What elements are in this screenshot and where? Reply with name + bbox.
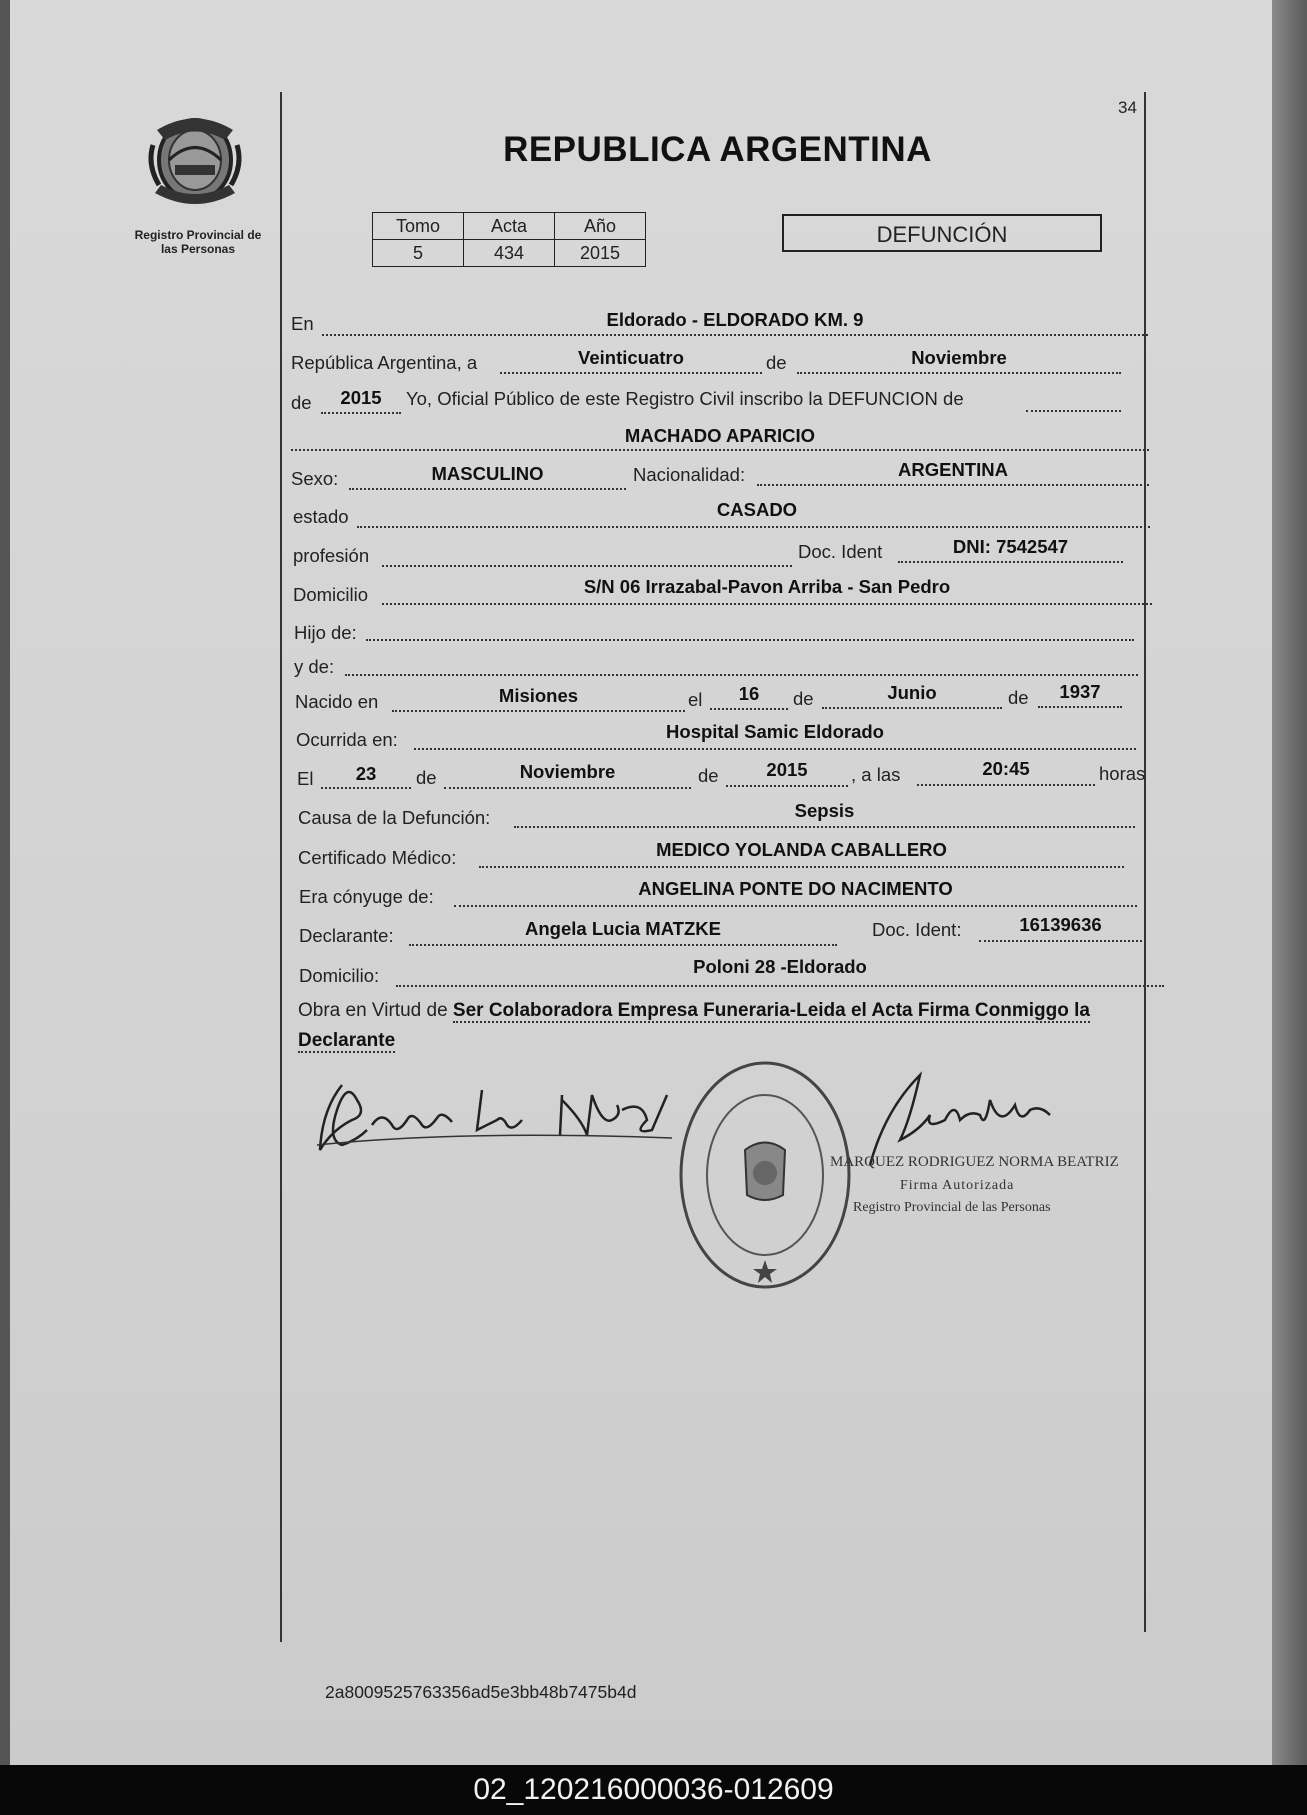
doc-ident-value: DNI: 7542547: [952, 536, 1069, 557]
causa-label: Causa de la Defunción:: [298, 807, 491, 828]
obra-en-virtud: [298, 996, 1168, 1056]
profesion-label: profesión: [293, 545, 370, 566]
conyuge-label: Era cónyuge de:: [299, 886, 434, 907]
hijo-de-fill: [366, 617, 1134, 641]
conyuge-value: ANGELINA PONTE DO NACIMENTO: [638, 878, 953, 899]
domicilio-value: S/N 06 Irrazabal-Pavon Arriba - San Pedro: [583, 576, 951, 597]
acta-value: 434: [464, 240, 555, 267]
nacido-el-label: el: [688, 689, 703, 710]
ocurrida-label: Ocurrida en:: [296, 729, 398, 750]
fecha-a-las-label: , a las: [851, 764, 901, 785]
document-hash: 2a8009525763356ad5e3bb48b7475b4d: [325, 1682, 637, 1702]
nacido-de2-label: de: [1008, 687, 1029, 708]
province-coat-of-arms-logo: [145, 105, 245, 215]
ano-header: Año: [555, 213, 646, 240]
fecha-de1-label: de: [416, 767, 437, 788]
en-label: En: [291, 313, 314, 334]
fecha-year-value: 2015: [766, 759, 808, 780]
doc-ident-label: Doc. Ident: [798, 541, 883, 562]
decl-domicilio-value: Poloni 28 -Eldorado: [693, 956, 867, 977]
official-stamp: [675, 1055, 855, 1295]
nacionalidad-label: Nacionalidad:: [633, 464, 746, 485]
causa-value: Sepsis: [794, 800, 855, 821]
nacido-de1-label: de: [793, 688, 814, 709]
page-title: REPUBLICA ARGENTINA: [503, 130, 932, 169]
deceased-name-value: MACHADO APARICIO: [624, 425, 816, 446]
obra-label: Obra en Virtud de: [298, 1000, 448, 1021]
fecha-el-label: El: [297, 768, 314, 789]
nacido-place-value: Misiones: [498, 685, 579, 706]
registry-table: [372, 212, 646, 267]
domicilio-label: Domicilio: [293, 584, 369, 605]
hijo-de-label: Hijo de:: [294, 622, 357, 643]
year-de-label: de: [291, 392, 312, 413]
nacido-year-value: 1937: [1059, 681, 1101, 702]
nacido-label: Nacido en: [295, 691, 379, 712]
tomo-header: Tomo: [373, 213, 464, 240]
certificado-value: MEDICO YOLANDA CABALLERO: [656, 839, 947, 860]
authority-role: Firma Autorizada: [900, 1178, 1015, 1193]
sexo-label: Sexo:: [291, 468, 339, 489]
republica-day-value: Veinticuatro: [578, 347, 684, 368]
page-edge: [1272, 0, 1307, 1765]
acta-header: Acta: [464, 213, 555, 240]
declarante-label: Declarante:: [299, 925, 394, 946]
inscribo-text: Yo, Oficial Público de este Registro Civil inscribo la DEFUNCION de: [406, 388, 964, 409]
decl-domicilio-label: Domicilio:: [299, 965, 380, 986]
profesion-fill: [382, 543, 792, 567]
fecha-day-value: 23: [355, 763, 377, 784]
year-value: 2015: [340, 387, 382, 408]
decl-doc-value: 16139636: [1019, 914, 1102, 935]
en-value: Eldorado - ELDORADO KM. 9: [606, 309, 864, 330]
y-de-fill: [345, 652, 1138, 676]
decl-doc-label: Doc. Ident:: [872, 919, 962, 940]
registry-table-value-row: [373, 240, 646, 267]
declarante-value: Angela Lucia MATZKE: [525, 918, 721, 939]
obra-value: Ser Colaboradora Empresa Funeraria-Leida el Acta Firma Conmiggo la Declarante: [298, 1000, 1090, 1051]
declarant-signature: [312, 1070, 682, 1170]
estado-value: CASADO: [716, 499, 798, 520]
inscribo-fill: [1026, 388, 1121, 412]
registry-caption: Registro Provincial de las Personas: [134, 228, 262, 256]
y-de-label: y de:: [294, 656, 335, 677]
fecha-time-value: 20:45: [982, 758, 1030, 779]
nacido-month-value: Junio: [887, 682, 937, 703]
page-number: 34: [1118, 98, 1137, 117]
ocurrida-value: Hospital Samic Eldorado: [666, 721, 884, 742]
republica-label: República Argentina, a: [291, 352, 478, 373]
republica-month-value: Noviembre: [911, 347, 1007, 368]
authority-registry: Registro Provincial de las Personas: [853, 1200, 1051, 1215]
fecha-de2-label: de: [698, 765, 719, 786]
nacionalidad-value: ARGENTINA: [898, 459, 1008, 480]
ano-value: 2015: [555, 240, 646, 267]
fecha-month-value: Noviembre: [519, 761, 616, 782]
tomo-value: 5: [373, 240, 464, 267]
nacido-day-value: 16: [738, 683, 760, 704]
sexo-value: MASCULINO: [431, 463, 544, 484]
estado-label: estado: [293, 506, 349, 527]
footer-code-bar: [0, 1765, 1307, 1815]
fecha-horas-label: horas: [1099, 763, 1146, 784]
left-margin-line: [280, 92, 282, 1642]
registry-table-header-row: [373, 213, 646, 240]
republica-de-label: de: [766, 352, 787, 373]
footer-code: 02_120216000036-012609: [473, 1773, 834, 1806]
certificado-label: Certificado Médico:: [298, 847, 457, 868]
document-type-box: DEFUNCIÓN: [782, 214, 1102, 252]
authority-name: MARQUEZ RODRIGUEZ NORMA BEATRIZ: [830, 1154, 1119, 1170]
